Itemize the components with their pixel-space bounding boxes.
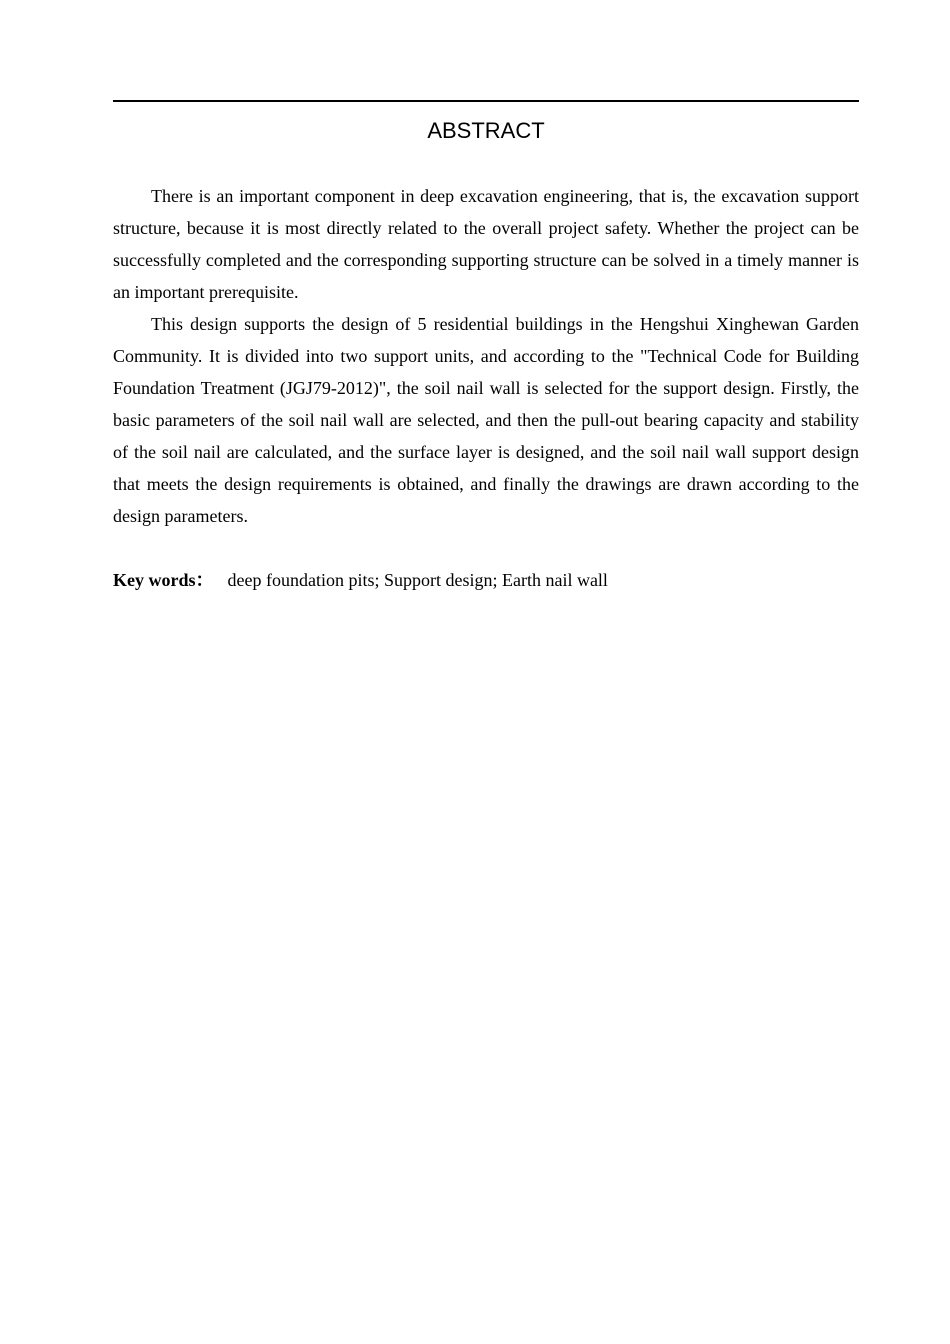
- abstract-title: ABSTRACT: [427, 118, 545, 143]
- abstract-body: [113, 180, 859, 532]
- abstract-paragraph-1: There is an important component in deep excavation engineering, that is, the excavation support structure, because it is most directly related to the overall project safety. Whether the project can be successfully completed and the corresponding supporting structure can be solved in a timely manner is an important prerequisite.: [113, 186, 859, 302]
- abstract-paragraph-2: This design supports the design of 5 residential buildings in the Hengshui Xinghewan Garden Community. It is divided into two support units, and according to the "Technical Code for Building Foundation Treatment (JGJ79-2012)", the soil nail wall is selected for the support design. Firstly, the basic parameters of the soil nail wall are selected, and then the pull-out bearing capacity and stability of the soil nail are calculated, and the surface layer is designed, and the soil nail wall support design that meets the design requirements is obtained, and finally the drawings are drawn according to the design parameters.: [113, 314, 859, 526]
- header-rule: [113, 100, 859, 102]
- keywords-line: [113, 564, 859, 596]
- keywords-label: Key words：: [113, 570, 214, 590]
- keywords-value: deep foundation pits; Support design; Earth nail wall: [227, 570, 608, 590]
